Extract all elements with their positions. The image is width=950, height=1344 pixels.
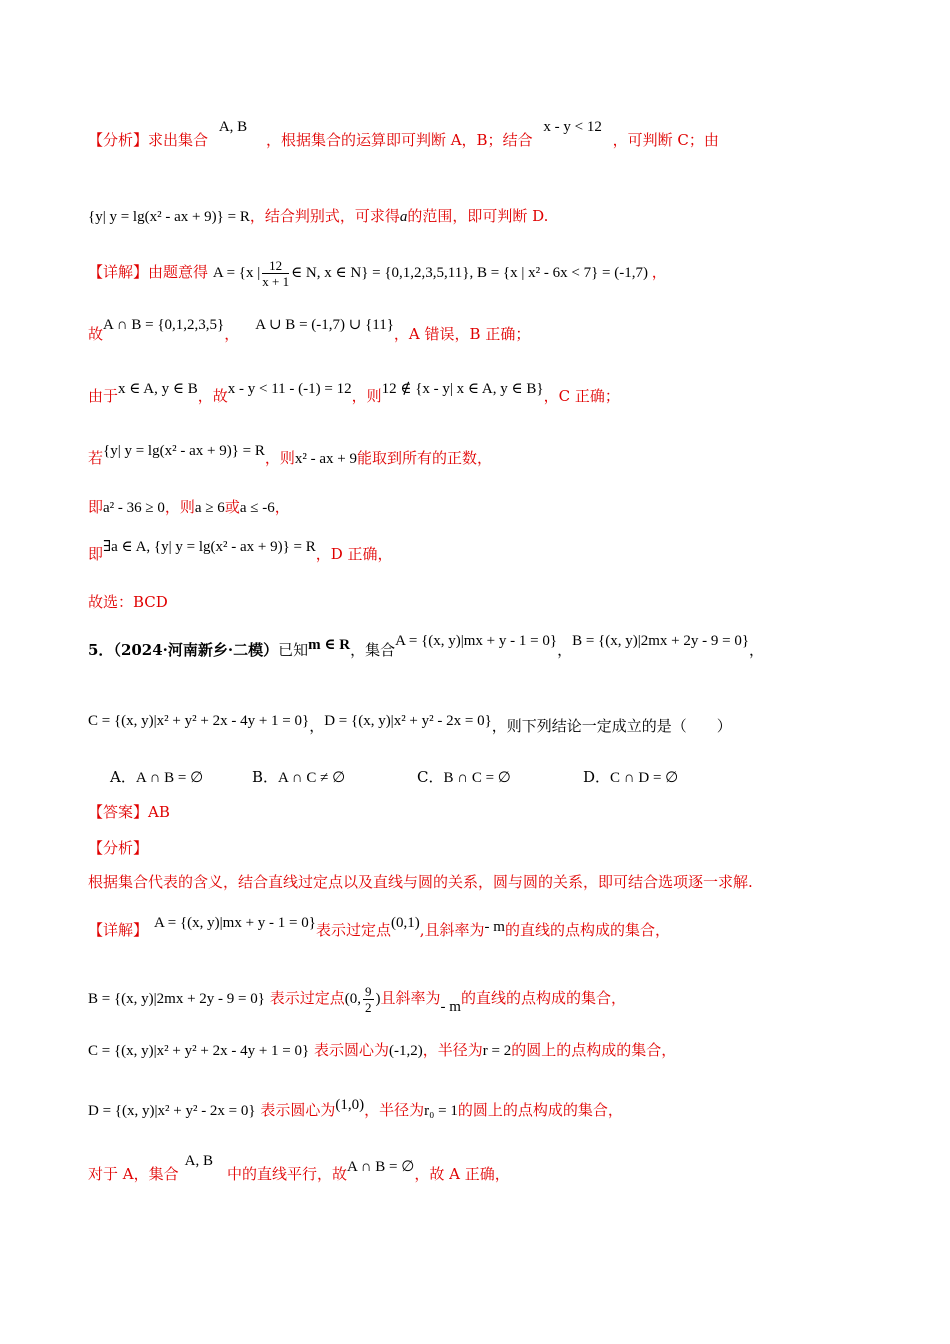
option-b[interactable]: B．A ∩ C ≠ ∅ <box>252 768 346 786</box>
math-expr: A, B <box>184 1153 213 1169</box>
math-expr: a ≤ -6 <box>239 500 275 516</box>
option-d[interactable]: D．C ∩ D = ∅ <box>583 768 679 786</box>
analysis-tag: 【分析】 <box>88 131 149 149</box>
math-expr: - m <box>440 998 461 1015</box>
math-expr: a² - 36 ≥ 0 <box>103 500 165 516</box>
math-expr: - m <box>484 919 505 935</box>
q5-detail-line-1: 【详解】 A = {(x, y)|mx + y - 1 = 0}表示过定点(0,1),且斜率为- m的直线的点构成的集合， <box>88 915 670 939</box>
math-expr: (0,1) <box>390 915 420 931</box>
math-expr: (0, $\frac{9}{2}$ ) <box>344 984 381 1015</box>
math-expr: C = {(x, y)|x² + y² + 2x - 4y + 1 = 0} <box>88 1043 310 1059</box>
math-expr: A ∩ B = ∅ <box>346 1159 415 1175</box>
fraction: $\frac{12}{x + 1}$ <box>262 258 290 289</box>
math-expr: x - y < 11 - (-1) = 12 <box>227 381 352 397</box>
analysis-line-2: {y| y = lg(x² - ax + 9)} = R，结合判别式，可求得a的范围，即可判断 D. <box>88 207 549 225</box>
math-expr: {y| y = lg(x² - ax + 9)} = R <box>103 443 265 459</box>
math-expr: {y| y = lg(x² - ax + 9)} = R <box>88 209 250 225</box>
detail-line-6: 即∃a ∈ A, {y| y = lg(x² - ax + 9)} = R，D 正确， <box>88 539 393 563</box>
detail-line-2: 故A ∩ B = {0,1,2,3,5}， A ∪ B = (-1,7) ∪ {11}，A 错误，B 正确； <box>88 317 531 343</box>
math-expr: m ∈ R <box>308 637 351 653</box>
detail-line-4: 若{y| y = lg(x² - ax + 9)} = R，则x² - ax + 9能取到所有的正数， <box>88 443 492 467</box>
fraction: $\frac{9}{2}$ <box>365 984 372 1015</box>
math-expr: A ∩ B = {0,1,2,3,5} <box>103 317 225 333</box>
math-expr: a ≥ 6 <box>194 500 225 516</box>
math-expr: C = {(x, y)|x² + y² + 2x - 4y + 1 = 0} <box>88 713 310 729</box>
question-number: 5． <box>88 641 114 659</box>
q5-detail-line-3: C = {(x, y)|x² + y² + 2x - 4y + 1 = 0} 表示圆心为(-1,2)，半径为r = 2的圆上的点构成的集合， <box>88 1041 677 1059</box>
math-expr: x² - ax + 9 <box>294 451 357 467</box>
math-expr: D = {(x, y)|x² + y² - 2x = 0} <box>88 1103 256 1119</box>
q5-detail-line-4: D = {(x, y)|x² + y² - 2x = 0} 表示圆心为(1,0)，半径为r₀ = 1的圆上的点构成的集合， <box>88 1097 623 1119</box>
q5-detail-line-5: 对于 A，集合A, B中的直线平行，故A ∩ B = ∅，故 A 正确， <box>88 1153 510 1183</box>
analysis-line-1: 【分析】求出集合 A, B ，根据集合的运算即可判断 A，B；结合 x - y < 12 ，可判断 C；由 <box>88 119 719 149</box>
math-expr: ∃a ∈ A, {y| y = lg(x² - ax + 9)} = R <box>103 539 316 555</box>
detail-line-1: 【详解】由题意得 A = {x | $\frac{12}{x + 1}$ ∈ N, x ∈ N} = {0,1,2,3,5,11}, B = {x | x² - 6x < 7} = (-1,7) ， <box>88 258 667 289</box>
math-expr: B = {(x, y)|2mx + 2y - 9 = 0} <box>572 633 750 649</box>
detail-line-5: 即a² - 36 ≥ 0，则a ≥ 6或a ≤ -6， <box>88 498 290 516</box>
math-expr: (1,0) <box>335 1097 365 1113</box>
detail-tag: 【详解】 <box>88 262 149 281</box>
math-expr: A ∪ B = (-1,7) ∪ {11} <box>255 317 394 333</box>
math-expr: A, B <box>218 119 248 135</box>
question-source: （2024·河南新乡·二模） <box>113 641 279 659</box>
option-a[interactable]: A．A ∩ B = ∅ <box>110 768 204 786</box>
math-expr: r₀ = 1 <box>424 1103 458 1119</box>
question-5-sets: C = {(x, y)|x² + y² + 2x - 4y + 1 = 0}，D = {(x, y)|x² + y² - 2x = 0}，则下列结论一定成立的是（ ） <box>88 713 732 735</box>
math-expr: D = {(x, y)|x² + y² - 2x = 0} <box>324 713 492 729</box>
detail-answer: 故选：BCD <box>88 593 168 611</box>
q5-analysis-text: 根据集合代表的含义，结合直线过定点以及直线与圆的关系，圆与圆的关系，即可结合选项逐一求解. <box>88 873 753 891</box>
math-expr: x - y < 12 <box>543 119 602 135</box>
math-expr: x ∈ A, y ∈ B <box>118 381 198 397</box>
math-expr: r = 2 <box>482 1043 512 1059</box>
math-expr: A = {x | $\frac{12}{x + 1}$ ∈ N, x ∈ N} = {0,1,2,3,5,11}, B = {x | x² - 6x < 7} = (-1,7) <box>212 258 648 289</box>
math-expr: B = {(x, y)|2mx + 2y - 9 = 0} <box>88 990 265 1007</box>
math-expr: A = {(x, y)|mx + y - 1 = 0} <box>395 633 558 649</box>
option-c[interactable]: C．B ∩ C = ∅ <box>417 768 511 786</box>
detail-tag: 【详解】 <box>88 921 149 939</box>
q5-answer: 【答案】AB <box>88 803 170 821</box>
math-expr: A = {(x, y)|mx + y - 1 = 0} <box>154 915 316 931</box>
q5-detail-line-2: B = {(x, y)|2mx + 2y - 9 = 0} 表示过定点(0, $\frac{9}{2}$ )且斜率为- m的直线的点构成的集合， <box>88 984 626 1015</box>
math-expr: 12 ∉ {x - y| x ∈ A, y ∈ B} <box>381 381 544 397</box>
math-expr: (-1,2) <box>388 1043 423 1059</box>
q5-analysis-tag: 【分析】 <box>88 839 149 857</box>
question-5-stem: 5．（2024·河南新乡·二模）已知m ∈ R，集合A = {(x, y)|mx + y - 1 = 0}，B = {(x, y)|2mx + 2y - 9 = 0}， <box>88 633 765 659</box>
detail-line-3: 由于x ∈ A, y ∈ B，故x - y < 11 - (-1) = 12，则12 ∉ {x - y| x ∈ A, y ∈ B}，C 正确； <box>88 381 620 405</box>
